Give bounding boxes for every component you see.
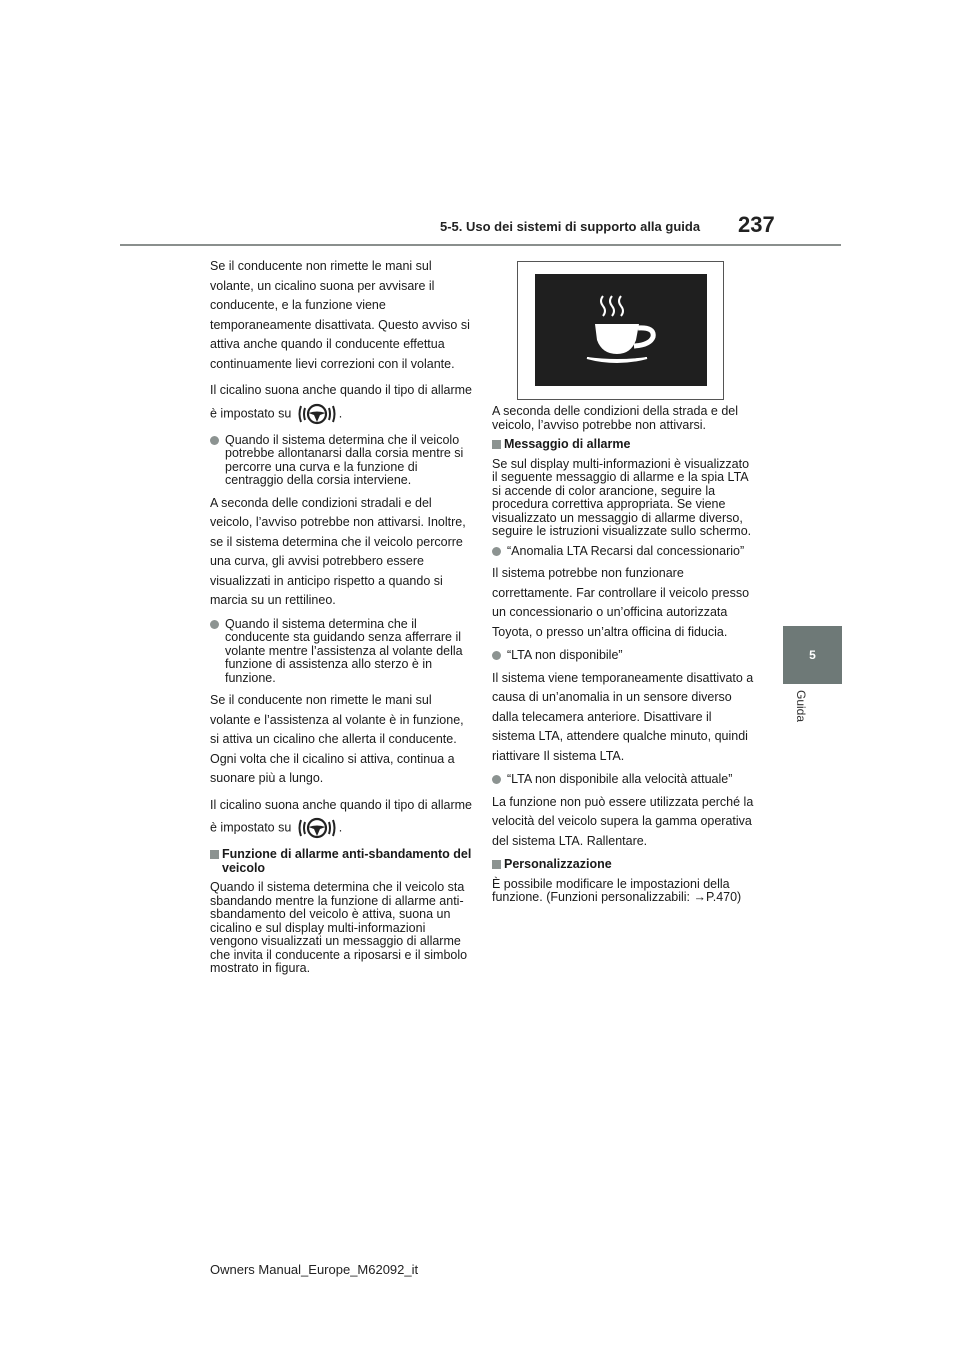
paragraph: Se il conducente non rimette le mani sul volante e l’assistenza al volante è in funzione, si attiva un cicalino che allerta il conducente. Ogni volta che il cicalino si attiva, continua a suonare più a lungo. xyxy=(210,693,464,785)
paragraph-text: Il cicalino suona anche quando il tipo di allarme è impostato su xyxy=(210,797,472,835)
bullet-dot-icon xyxy=(210,620,219,629)
bullet-dot-icon xyxy=(492,547,501,556)
bullet-item xyxy=(492,773,754,787)
bullet-text: “LTA non disponibile alla velocità attuale” xyxy=(507,772,733,786)
section-heading xyxy=(492,438,754,452)
paragraph-text: Il cicalino suona anche quando il tipo di allarme è impostato su xyxy=(210,383,472,420)
bullet-dot-icon xyxy=(492,775,501,784)
heading-text: Messaggio di allarme xyxy=(504,437,631,451)
paragraph-text: . xyxy=(338,405,343,420)
paragraph: A seconda delle condizioni stradali e del veicolo, l’avviso potrebbe non attivarsi. Inoltre, se il sistema determina che il veicolo percorre una curva, gli avvisi potrebbero essere visualizzati in anticipo rispetto a quando si marcia su un rettilineo. xyxy=(210,495,466,607)
warning-figure xyxy=(517,261,724,400)
paragraph: Il sistema potrebbe non funzionare correttamente. Far controllare il veicolo presso un concessionario o un’officina autorizzata Toyota, o presso un’altra officina di fiducia. xyxy=(492,566,750,639)
paragraph: Il sistema viene temporaneamente disattivato a causa di un’anomalia in un sensore diverso dalla telecamera anteriore. Disattivare il sistema LTA, attendere qualche minuto, quindi riattivare Il sistema LTA. xyxy=(492,670,754,763)
coffee-cup-icon xyxy=(535,274,707,386)
chapter-tab[interactable] xyxy=(783,626,842,684)
bullet-item xyxy=(492,545,754,559)
chapter-label: Guida xyxy=(794,690,808,723)
steering-wheel-vibration-icon xyxy=(297,401,337,427)
square-marker-icon xyxy=(210,850,219,859)
paragraph xyxy=(210,381,472,427)
section-heading xyxy=(492,858,754,872)
header-section-title: 5-5. Uso dei sistemi di supporto alla guida xyxy=(440,219,701,234)
section-heading xyxy=(210,848,472,875)
right-column xyxy=(492,405,754,911)
square-marker-icon xyxy=(492,440,501,449)
bullet-dot-icon xyxy=(210,436,219,445)
paragraph: Se il conducente non rimette le mani sul volante, un cicalino suona per avvisare il conducente, e la funzione viene temporaneamente disattivata. Questo avviso si attiva anche quando il conducente effettua continuamente lievi correzioni con il volante. xyxy=(210,259,470,371)
bullet-text: Quando il sistema determina che il conducente sta guidando senza afferrare il volante mentre l’assistenza al volante della funzione di assistenza allo sterzo è in funzione. xyxy=(225,616,463,685)
page-number: 237 xyxy=(738,212,775,237)
header-rule xyxy=(120,244,841,246)
steering-wheel-vibration-icon xyxy=(297,815,337,841)
display-screen xyxy=(535,274,707,386)
bullet-item xyxy=(210,618,472,686)
paragraph: È possibile modificare le impostazioni della funzione. (Funzioni personalizzabili: →P.470) xyxy=(492,876,742,904)
heading-text: Personalizzazione xyxy=(504,857,612,871)
bullet-item xyxy=(492,649,754,663)
footer-manual-id: Owners Manual_Europe_M62092_it xyxy=(210,1262,419,1277)
left-column xyxy=(210,257,472,982)
paragraph: La funzione non può essere utilizzata perché la velocità del veicolo supera la gamma operativa del sistema LTA. Rallentare. xyxy=(492,794,754,848)
paragraph xyxy=(210,796,472,842)
bullet-text: “Anomalia LTA Recarsi dal concessionario” xyxy=(507,543,745,558)
square-marker-icon xyxy=(492,860,501,869)
paragraph-text: . xyxy=(338,820,343,835)
paragraph: Quando il sistema determina che il veicolo sta sbandando mentre la funzione di allarme anti-sbandamento del veicolo è attiva, suona un cicalino e sul display multi-informazioni vengono visualizzati un messaggio di allarme che invita il conducente a riposarsi e il simbolo mostrato in figura. xyxy=(210,880,468,975)
bullet-dot-icon xyxy=(492,651,501,660)
chapter-number: 5 xyxy=(809,648,816,662)
bullet-item xyxy=(210,434,472,488)
paragraph: A seconda delle condizioni della strada e del veicolo, l’avviso potrebbe non attivarsi. xyxy=(492,404,739,432)
paragraph: Se sul display multi-informazioni è visualizzato il seguente messaggio di allarme e la spia LTA si accende di color arancione, seguire la procedura correttiva appropriata. Se viene visualizzato un messaggio di allarme diverso, seguire le istruzioni visualizzate sullo schermo. xyxy=(492,456,752,538)
bullet-text: Quando il sistema determina che il veicolo potrebbe allontanarsi dalla corsia mentre si percorre una curva e la funzione di centraggio della corsia interviene. xyxy=(225,432,464,487)
heading-text: Funzione di allarme anti-sbandamento del veicolo xyxy=(222,847,472,875)
bullet-text: “LTA non disponibile” xyxy=(507,648,623,662)
